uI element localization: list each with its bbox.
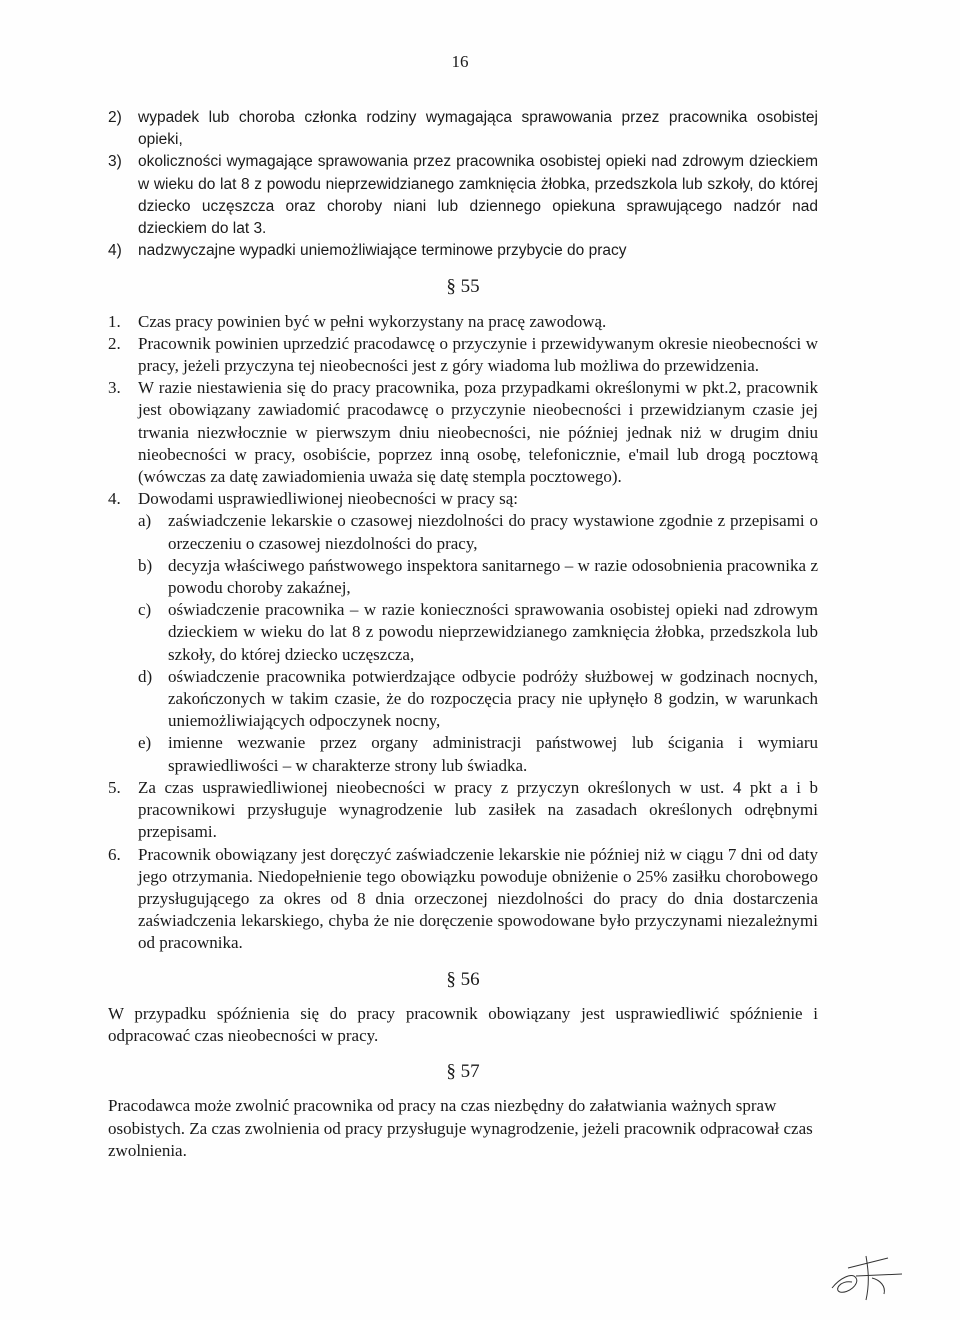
section-heading-57: § 57 <box>446 1061 480 1083</box>
sub-list-text: decyzja właściwego państwowego inspektora sanitarnego – w razie odosobnienia pracownika z powodu choroby zakaźnej, <box>168 555 818 598</box>
list-item <box>108 311 818 333</box>
list-item-number: 3. <box>108 378 121 398</box>
list-continuation <box>108 107 818 262</box>
sub-list-text: zaświadczenie lekarskie o czasowej niezdolności do pracy wystawione zgodnie z przepisami o orzeczeniu o czasowej niezdolności do pracy, <box>168 511 818 553</box>
list-item-number: 2) <box>108 109 122 126</box>
sub-list-item <box>138 666 818 733</box>
sub-list-letter: b) <box>138 555 153 575</box>
list-item-text: Dowodami usprawiedliwionej nieobecności w pracy są: <box>138 489 519 509</box>
list-item-text: Pracownik obowiązany jest doręczyć zaświadczenie lekarskie nie później niż w ciągu 7 dni od daty jego otrzymania. Niedopełnienie tego obowiązku powoduje obniżenie o 25% zasiłku chorobowego przysługującego za okres od 8 dnia orzeczonej niezdolności do pracy do dnia dostarczenia zaświadczenia lekarskiego, chyba że nie doręczenie spowodowane było przyczynami niezależnymi od pracownika. <box>138 844 818 953</box>
sub-list-letter: e) <box>138 733 152 753</box>
list-item-body <box>138 488 818 777</box>
page-content <box>108 107 818 1162</box>
handwritten-initials-signature <box>826 1248 906 1304</box>
section-57-text: Pracodawca może zwolnić pracownika od pracy na czas niezbędny do załatwiania ważnych spraw osobistych. Za czas zwolnienia od pracy przysługuje wynagrodzenie, jeżeli pracownik odpracował czas zwolnienia. <box>108 1096 813 1160</box>
list-item <box>108 488 818 777</box>
list-item-number: 2. <box>108 333 121 353</box>
list-item-text: nadzwyczajne wypadki uniemożliwiające terminowe przybycie do pracy <box>138 242 627 260</box>
sub-list-letter: a) <box>138 511 152 531</box>
list-item-number: 4) <box>108 242 122 260</box>
list-item-text: wypadek lub choroba członka rodziny wymagająca sprawowania przez pracownika osobistej opieki, <box>138 109 818 149</box>
sub-list-text: oświadczenie pracownika potwierdzające odbycie podróży służbowej w godzinach nocnych, zakończonych w takim czasie, że do rozpoczęcia pracy nie upłynęło 8 godzin, w warunkach uniemożliwiających odpoczynek nocny, <box>168 666 818 731</box>
list-item <box>108 151 818 240</box>
list-item <box>108 377 818 488</box>
sub-list-letter: d) <box>138 666 153 686</box>
list-item <box>108 107 818 151</box>
section-55-body <box>108 311 818 955</box>
section-heading-56: § 56 <box>446 968 480 990</box>
list-item-number: 3) <box>108 153 122 171</box>
list-item-number: 4. <box>108 489 121 509</box>
sub-list-text: imienne wezwanie przez organy administracji państwowej lub ścigania i wymiaru sprawiedliwości – w charakterze strony lub świadka. <box>168 733 818 775</box>
list-item <box>108 333 818 377</box>
sub-list-text: oświadczenie pracownika – w razie konieczności sprawowania osobistej opieki nad zdrowym dzieckiem w wieku do lat 8 z powodu nieprzewidzianego zamknięcia żłobka, przedszkola lub szkoły, do której dziecko uczęszcza, <box>168 600 818 664</box>
list-item-text: Pracownik powinien uprzedzić pracodawcę o przyczynie i przewidywanym okresie nieobecności w pracy, jeżeli przyczyna tej nieobecności jest z góry wiadoma lub możliwa do przewidzenia. <box>138 333 818 376</box>
list-item <box>108 240 818 262</box>
list-item-text: W razie niestawienia się do pracy pracownika, poza przypadkami określonymi w pkt.2, pracownik jest obowiązany zawiadomić pracodawcę o przyczynie nieobecności i przewidzianym czasie jej trwania niezwłocznie w pierwszym dniu nieobecności, nie później jednak niż w drugim dniu nieobecności w pracy, osobiście, poprzez inną osobę, telefonicznie, e'mail lub drogą pocztową (wówczas za datę zawiadomienia uważa się datę stempla pocztowego). <box>138 378 818 487</box>
sub-list-item <box>138 599 818 666</box>
sub-list-item <box>138 732 818 776</box>
list-item-text: Za czas usprawiedliwionej nieobecności w pracy z przyczyn określonych w ust. 4 pkt a i b pracownikowi przysługuje wynagrodzenie lub zasiłek na zasadach określonych odrębnymi przepisami. <box>138 777 818 842</box>
list-item-text: okoliczności wymagające sprawowania przez pracownika osobistej opieki nad zdrowym dzieckiem w wieku do lat 8 z powodu nieprzewidzianego zamknięcia żłobka, przedszkola lub szkoły, do której dziecko uczęszcza oraz choroby niani lub dziennego opiekuna sprawującego nadzór nad dzieckiem do lat 3. <box>138 153 818 238</box>
list-item-number: 1. <box>108 311 121 331</box>
list-item-number: 6. <box>108 844 121 864</box>
list-item <box>108 777 818 844</box>
page-number: 16 <box>451 52 469 71</box>
sub-list-item <box>138 510 818 554</box>
list-item <box>108 844 818 955</box>
sub-list-letter: c) <box>138 600 152 620</box>
sub-list-item <box>138 555 818 599</box>
list-item-number: 5. <box>108 777 121 797</box>
section-56-text: W przypadku spóźnienia się do pracy pracownik obowiązany jest usprawiedliwić spóźnienie i odpracować czas nieobecności w pracy. <box>108 1003 818 1045</box>
section-heading-55: § 55 <box>446 276 480 298</box>
list-item-text: Czas pracy powinien być w pełni wykorzystany na pracę zawodową. <box>138 311 607 331</box>
